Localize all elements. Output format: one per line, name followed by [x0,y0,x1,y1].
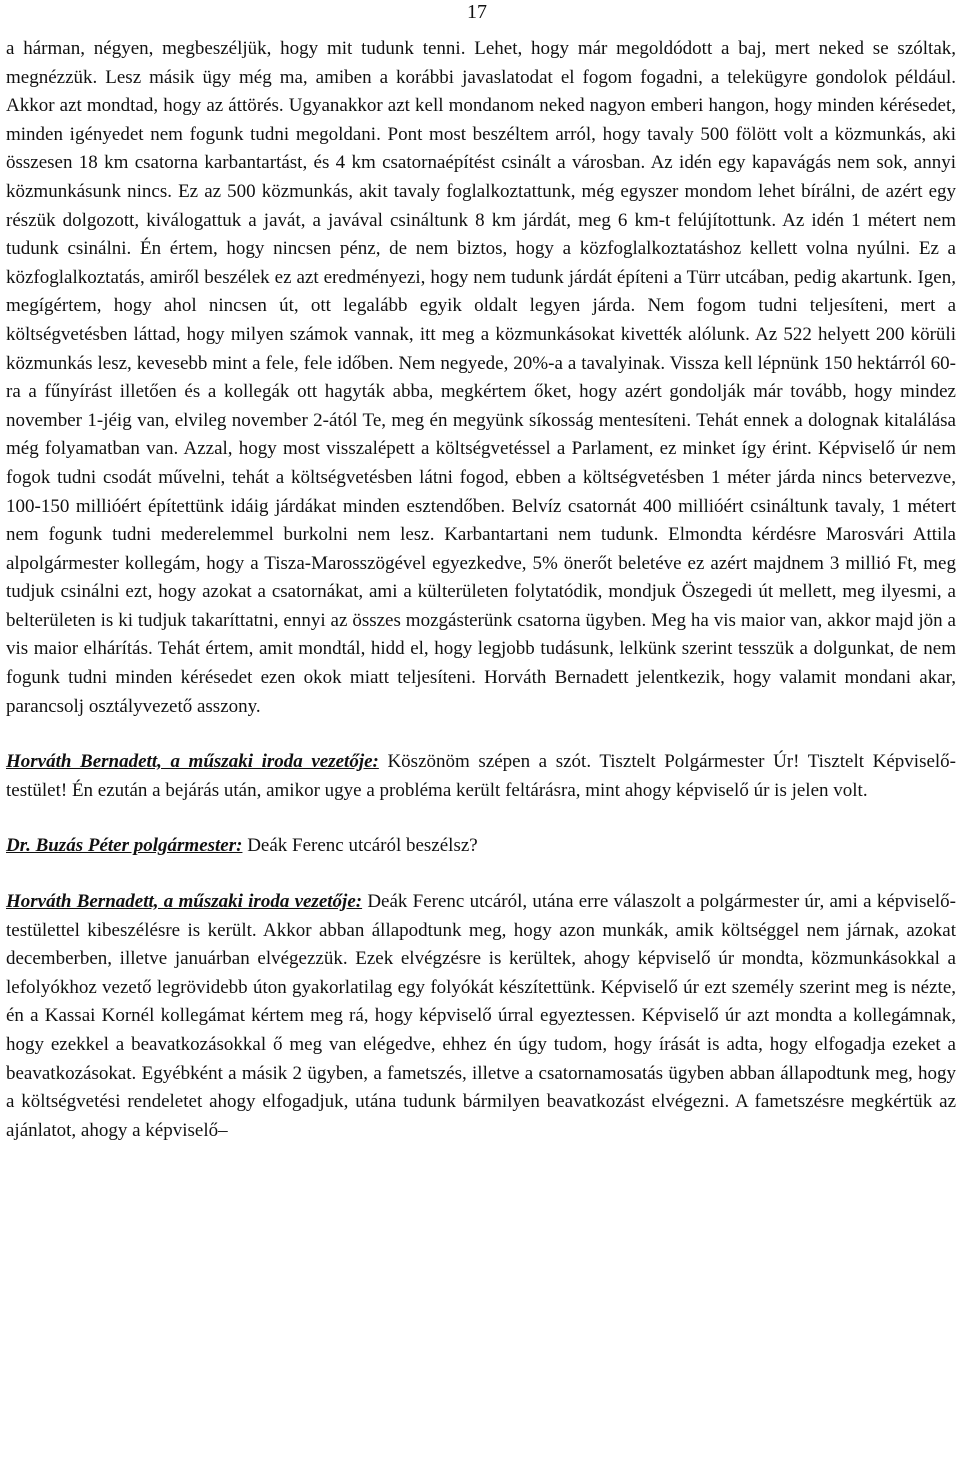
paragraph-mayor-continuation [6,35,956,721]
paragraph-text: Köszönöm szépen a szót. Tisztelt Polgármester Úr! Tisztelt Képviselő-testület! Én ezután a bejárás után, amikor ugye a probléma került feltárásra, mint ahogy képviselő úr is jelen volt. [6,751,956,801]
speaker-label: Dr. Buzás Péter polgármester: [6,835,243,857]
paragraph-buzas [6,832,956,861]
page-number: 17 [467,1,487,23]
paragraph-horvath-1 [6,748,956,805]
paragraph-text: Deák Ferenc utcáról, utána erre válaszolt a polgármester úr, ami a képviselő-testülettel kibeszélésre is került. Akkor abban állapodtunk meg, hogy azon munkák, amik költséggel nem járnak, azokat decemberben, illetve januárban elvégezzük. Ezek elvégzésre is kerültek, ahogy képviselő úr mondta, közmunkásokkal a lefolyókhoz vezető legrövidebb úton gyakorlatilag egy folyókát készítettünk. Képviselő úr ezt személy szerint meg is nézte, én a Kassai Kornél kollegámat kértem meg rá, hogy képviselő úrral egyeztessen. Képviselő úr azt mondta a kollegámnak, hogy ezekkel a beavatkozásokkal ő meg van elégedve, ehhez én úgy tudom, hogy írását is adta, hogy elfogadja ezeket a beavatkozásokat. Egyébként a másik 2 ügyben, a fametszés, illetve a csatornamosatás ügyben abban állapodtunk meg, hogy a költségvetési rendeletet ahogy elfogadjuk, utána tudunk bármilyen beavatkozást elvégezni. A fametszésre megkértük az ajánlatot, ahogy a képviselő– [6,891,957,1141]
document-body [6,35,956,1145]
paragraph-text: a hárman, négyen, megbeszéljük, hogy mit tudunk tenni. Lehet, hogy már megoldódott a baj, mert neked se szóltak, megnézzük. Lesz másik ügy még ma, amiben a korábbi javaslatodat el fogom fogadni, a telekügyre gondolok például. Akkor azt mondtad, hogy az áttörés. Ugyanakkor azt kell mondanom neked nagyon emberi hangon, hogy minden kérésedet, minden igényedet nem fogunk tudni megoldani. Pont most beszéltem arról, hogy tavaly 500 fölött volt a közmunkás, aki összesen 18 km csatorna karbantartást, és 4 km csatornaépítést csinált a városban. Az idén egy kapavágás nem sok, annyi közmunkásunk nincs. Ez az 500 közmunkás, akit tavaly foglalkoztattunk, még egyszer mondom lehet bírálni, de azért egy részük dolgozott, kiválogattuk a javát, a javával csináltunk 8 km járdát, meg 6 km-t felújítottunk. Az idén 1 métert nem tudunk csinálni. Én értem, hogy nincsen pénz, de nem biztos, hogy a közfoglalkoztatáshoz kellett volna nyúlni. Ez a közfoglalkoztatás, amiről beszélek ez azt eredményezi, hogy nem tudunk járdát építeni a Türr utcában, pedig akartunk. Igen, megígértem, hogy ahol nincsen út, ott legalább egyik oldalt legyen járda. Nem fogom tudni teljesíteni, mert a költségvetésben láttad, hogy milyen számok vannak, itt meg a közmunkásokat kivették alólunk. Az 522 helyett 200 körüli közmunkás lesz, kevesebb mint a fele, fele időben. Nem negyede, 20%-a a tavalyinak. Vissza kell lépnünk 150 hektárról 60-ra a fűnyírást illetően és a kollegák ott hagyták abba, megkértem őket, hogy azért gondolják már tovább, hogy mindez november 1-jéig van, elvileg november 2-ától Te, meg én megyünk síkosság mentesíteni. Tehát ennek a dolognak kitalálása még folyamatban van. Azzal, hogy most visszalépett a költségvetéssel a Parlament, ez minket így érint. Képviselő úr nem fogok tudni csodát művelni, tehát a költségvetésben látni fogod, ebben a költségvetésben 1 méter járda nincs betervezve, 100-150 millióért építettünk idáig járdákat minden esztendőben. Belvíz csatornát 400 millióért csináltunk tavaly, 1 métert nem fogunk tudni mederelemmel burkolni nem lesz. Karbantartani nem tudunk. Elmondta kérdésre Marosvári Attila alpolgármester kollegám, hogy a Tisza-Marosszögével egyezkedve, 5% önerőt beletéve ez azért majdnem 3 millió Ft, meg tudjuk csinálni ezt, hogy azokat a csatornákat, ami a külterületen folytatódik, mondjuk Öszegedi út mellett, meg ilyesmi, a belterületen is ki tudjuk takaríttatni, ennyi az összes mozgásterünk csatorna ügyben. Meg ha vis maior van, akkor majd jön a vis maior elhárítás. Tehát értem, amit mondtál, hidd el, hogy legjobb tudásunk, lelkünk szerint tesszük a dolgunkat, de nem fogunk tudni minden kérésedet ezen okok miatt teljesíteni. Horváth Bernadett jelentkezik, hogy valamit mondani akar, parancsolj osztályvezető asszony. [6,38,956,717]
speaker-label: Horváth Bernadett, a műszaki iroda vezetője: [6,891,363,913]
paragraph-horvath-2 [6,888,956,1145]
speaker-label: Horváth Bernadett, a műszaki iroda vezetője: [6,751,379,773]
paragraph-text: Deák Ferenc utcáról beszélsz? [242,835,478,857]
